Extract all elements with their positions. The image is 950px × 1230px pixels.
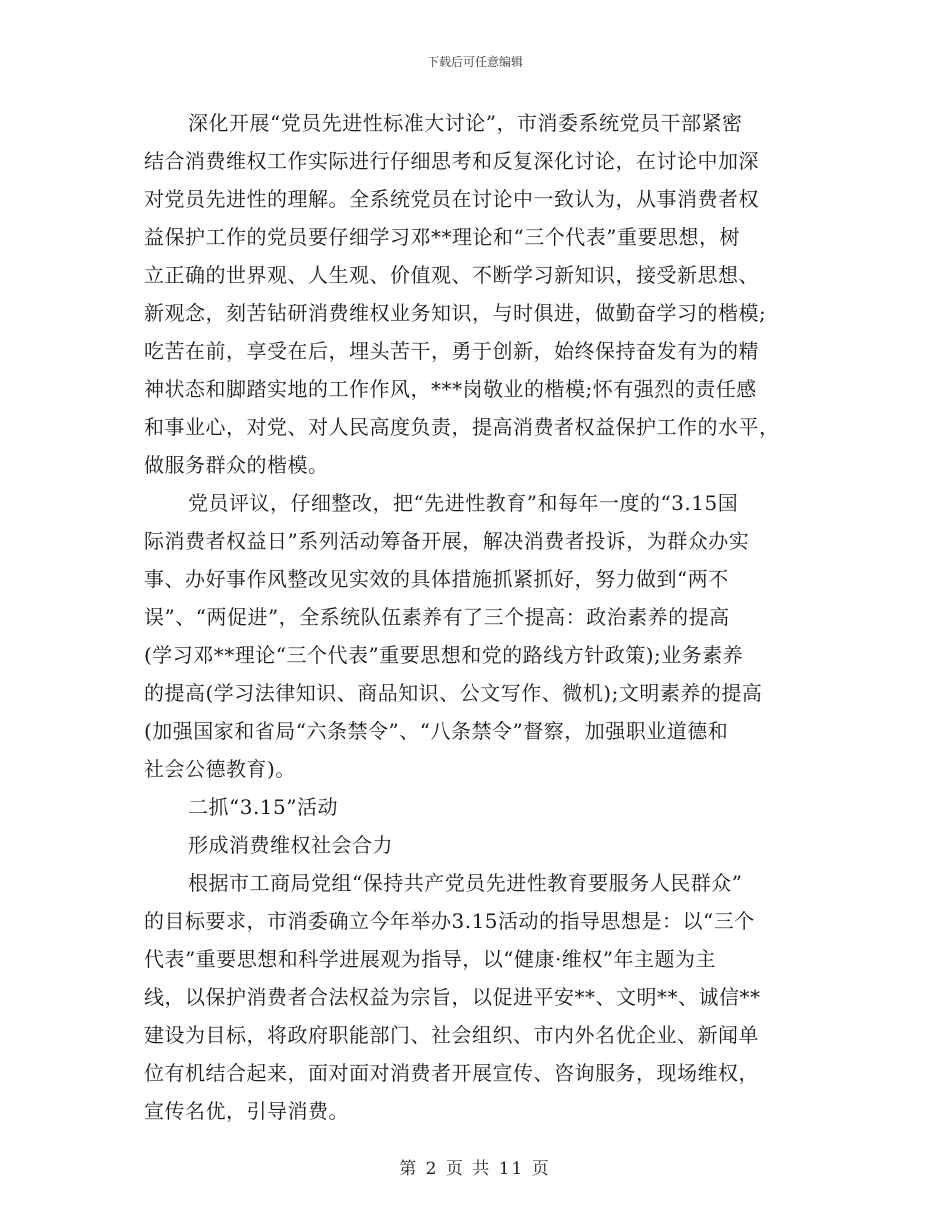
page-header: 下载后可任意编辑 bbox=[426, 55, 523, 69]
paragraph-3-line: 代表”重要思想和科学进展观为指导，以“健康·维权”年主题为主 bbox=[144, 947, 717, 971]
paragraph-3-line: 线，以保护消费者合法权益为宗旨，以促进平安**、文明**、诚信** bbox=[144, 985, 761, 1009]
paragraph-1-line: 结合消费维权工作实际进行仔细思考和反复深化讨论，在讨论中加深 bbox=[144, 149, 759, 173]
paragraph-1-line: 和事业心，对党、对人民高度负责，提高消费者权益保护工作的水平， bbox=[144, 415, 780, 439]
paragraph-1-line: 神状态和脚踏实地的工作作风，***岗敬业的楷模;怀有强烈的责任感 bbox=[144, 377, 757, 401]
paragraph-3-line: 的目标要求，市消委确立今年举办3.15活动的指导思想是：以“三个 bbox=[144, 909, 755, 933]
paragraph-1-line: 新观念，刻苦钻研消费维权业务知识，与时俱进，做勤奋学习的楷模; bbox=[144, 301, 767, 325]
section-heading: 二抓“3.15”活动 bbox=[188, 795, 338, 819]
paragraph-2-line: 社会公德教育)。 bbox=[144, 757, 296, 781]
paragraph-1-line: 做服务群众的楷模。 bbox=[144, 453, 329, 477]
paragraph-2-line: 误”、“两促进”，全系统队伍素养有了三个提高：政治素养的提高 bbox=[144, 605, 730, 629]
document-body bbox=[144, 104, 804, 1130]
paragraph-2-line: 的提高(学习法律知识、商品知识、公文写作、微机);文明素养的提高 bbox=[144, 681, 763, 705]
paragraph-1-line: 深化开展“党员先进性标准大讨论”，市消委系统党员干部紧密 bbox=[188, 111, 743, 135]
page-number: 第 2 页 共 11 页 bbox=[399, 1159, 551, 1179]
paragraph-3-line: 根据市工商局党组“保持共产党员先进性教育要服务人民群众” bbox=[188, 871, 743, 895]
paragraph-2-line: (学习邓**理论“三个代表”重要思想和党的路线方针政策);业务素养 bbox=[144, 643, 744, 667]
paragraph-2-line: 事、办好事作风整改见实效的具体措施抓紧抓好，努力做到“两不 bbox=[144, 567, 729, 591]
paragraph-3-line: 宣传名优，引导消费。 bbox=[144, 1099, 349, 1123]
paragraph-1-line: 益保护工作的党员要仔细学习邓**理论和“三个代表”重要思想，树 bbox=[144, 225, 740, 249]
paragraph-2-line: (加强国家和省局“六条禁令”、“八条禁令”督察，加强职业道德和 bbox=[144, 719, 729, 743]
section-subheading: 形成消费维权社会合力 bbox=[188, 833, 393, 857]
paragraph-3-line: 建设为目标，将政府职能部门、社会组织、市内外名优企业、新闻单 bbox=[144, 1023, 759, 1047]
paragraph-1-line: 吃苦在前，享受在后，埋头苦干，勇于创新，始终保持奋发有为的精 bbox=[144, 339, 759, 363]
paragraph-3-line: 位有机结合起来，面对面对消费者开展宣传、咨询服务，现场维权， bbox=[144, 1061, 759, 1085]
paragraph-2-line: 际消费者权益日”系列活动筹备开展，解决消费者投诉，为群众办实 bbox=[144, 529, 750, 553]
paragraph-2-line: 党员评议，仔细整改，把“先进性教育”和每年一度的“3.15国 bbox=[188, 491, 739, 515]
paragraph-1-line: 立正确的世界观、人生观、价值观、不断学习新知识，接受新思想、 bbox=[144, 263, 759, 287]
paragraph-1-line: 对党员先进性的理解。全系统党员在讨论中一致认为，从事消费者权 bbox=[144, 187, 759, 211]
